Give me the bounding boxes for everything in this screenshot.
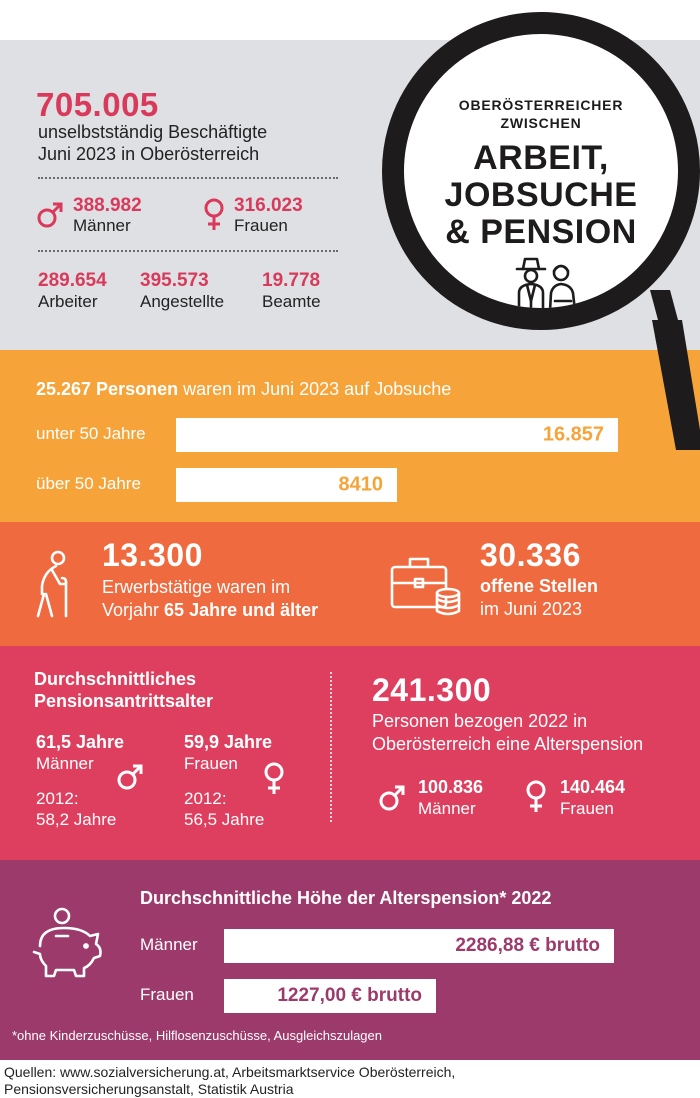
lens-title-line1: ARBEIT, [473, 139, 609, 177]
women-2012-label: 2012: [184, 789, 227, 808]
lens-kicker [404, 96, 678, 132]
men-label: Männer [73, 216, 131, 235]
rec-women-label: Frauen [560, 799, 614, 818]
angestellte-value: 395.573 [140, 270, 209, 291]
under50-bar [176, 418, 618, 452]
male-symbol-icon [378, 784, 406, 817]
recipients-desc-line2: Oberösterreich eine Alterspension [372, 734, 644, 754]
sources-line1: Quellen: www.sozialversicherung.at, Arbeitsmarktservice Oberösterreich, [4, 1064, 456, 1080]
pension-heading-line1: Durchschnittliches [34, 669, 197, 689]
total-desc-line1: unselbstständig Beschäftigte [38, 122, 268, 142]
amount-women-bar [224, 979, 436, 1013]
beamte-value: 19.778 [262, 270, 321, 291]
amount-women-label: Frauen [140, 985, 194, 1004]
women-value: 316.023 [234, 195, 303, 216]
men-age-value: 61,5 Jahre [36, 732, 125, 752]
open-jobs-value: 30.336 [480, 537, 581, 573]
rec-men-label: Männer [418, 799, 476, 818]
elderly-couple-icon [511, 257, 583, 330]
sources-line2: Pensionsversicherungsanstalt, Statistik Austria [4, 1081, 294, 1097]
amount-footnote: *ohne Kinderzuschüsse, Hilflosenzuschüsse, Ausgleichszulagen [12, 1028, 382, 1043]
over50-value: 8410 [338, 473, 383, 496]
lens-title-line3: & PENSION [445, 213, 637, 251]
total-desc-line2: Juni 2023 in Oberösterreich [38, 144, 260, 164]
job-search-headline-rest: waren im Juni 2023 auf Jobsuche [178, 379, 452, 399]
lens-kicker-line2: ZWISCHEN [500, 115, 582, 131]
elderly-workers-value: 13.300 [102, 537, 203, 573]
job-search-headline [36, 379, 451, 400]
over50-bar [176, 468, 397, 502]
total-employees-desc [38, 121, 267, 165]
lens-title-line2: JOBSUCHE [444, 176, 638, 214]
male-symbol-icon [36, 200, 64, 235]
amount-men-label: Männer [140, 935, 198, 954]
elderly-desc-line2 [102, 599, 318, 622]
rec-women-value: 140.464 [560, 777, 626, 797]
pension-recipients-desc [372, 710, 643, 756]
magnifier-lens [382, 12, 700, 330]
open-jobs-line1: offene Stellen [480, 576, 599, 596]
female-symbol-icon [202, 198, 226, 237]
men-2012 [36, 788, 116, 830]
male-symbol-icon [116, 763, 144, 796]
over50-label: über 50 Jahre [36, 474, 141, 493]
lens-kicker-line1: OBERÖSTERREICHER [458, 97, 624, 113]
open-jobs-line2: im Juni 2023 [480, 599, 583, 619]
amount-men-bar [224, 929, 614, 963]
pension-age-heading [34, 668, 213, 712]
under50-value: 16.857 [542, 423, 604, 446]
elderly-desc-line1: Erwerbstätige waren im [102, 577, 291, 597]
recipients-desc-line1: Personen bezogen 2022 in [372, 711, 588, 731]
women-2012-value: 56,5 Jahre [184, 810, 265, 829]
pension-amount-heading: Durchschnittliche Höhe der Alterspension* 2022 [140, 888, 552, 908]
pension-divider [330, 672, 332, 822]
lens-title [404, 140, 678, 251]
elderly-workers-desc [102, 576, 318, 622]
amount-women-value: 1227,00 € brutto [277, 985, 422, 1006]
elderly-desc-prefix: Vorjahr [102, 600, 165, 620]
women-2012 [184, 788, 264, 830]
arbeiter-label: Arbeiter [38, 292, 98, 311]
under50-label: unter 50 Jahre [36, 424, 146, 443]
men-age-label: Männer [36, 754, 94, 773]
women-label: Frauen [234, 216, 288, 235]
briefcase-coins-icon [388, 553, 464, 624]
women-age-value: 59,9 Jahre [184, 732, 273, 752]
magnifier-handle [630, 290, 700, 455]
men-value: 388.982 [73, 195, 142, 216]
beamte-label: Beamte [262, 292, 321, 311]
job-search-count: 25.267 Personen [36, 379, 179, 399]
men-2012-label: 2012: [36, 789, 79, 808]
divider [38, 177, 338, 179]
amount-men-value: 2286,88 € brutto [455, 935, 600, 956]
angestellte-label: Angestellte [140, 292, 225, 311]
piggy-bank-icon [28, 906, 106, 983]
pension-heading-line2: Pensionsantrittsalter [34, 691, 214, 711]
rec-men-value: 100.836 [418, 777, 484, 797]
female-symbol-icon [262, 762, 286, 801]
arbeiter-value: 289.654 [38, 270, 107, 291]
women-age-label: Frauen [184, 754, 238, 773]
men-2012-value: 58,2 Jahre [36, 810, 117, 829]
sources [4, 1064, 455, 1098]
elderly-person-cane-icon [30, 550, 74, 625]
total-employees-value: 705.005 [36, 86, 159, 123]
female-symbol-icon [524, 780, 548, 819]
elderly-desc-bold: 65 Jahre und älter [164, 600, 319, 620]
divider [38, 250, 338, 252]
pension-recipients-value: 241.300 [372, 672, 492, 708]
